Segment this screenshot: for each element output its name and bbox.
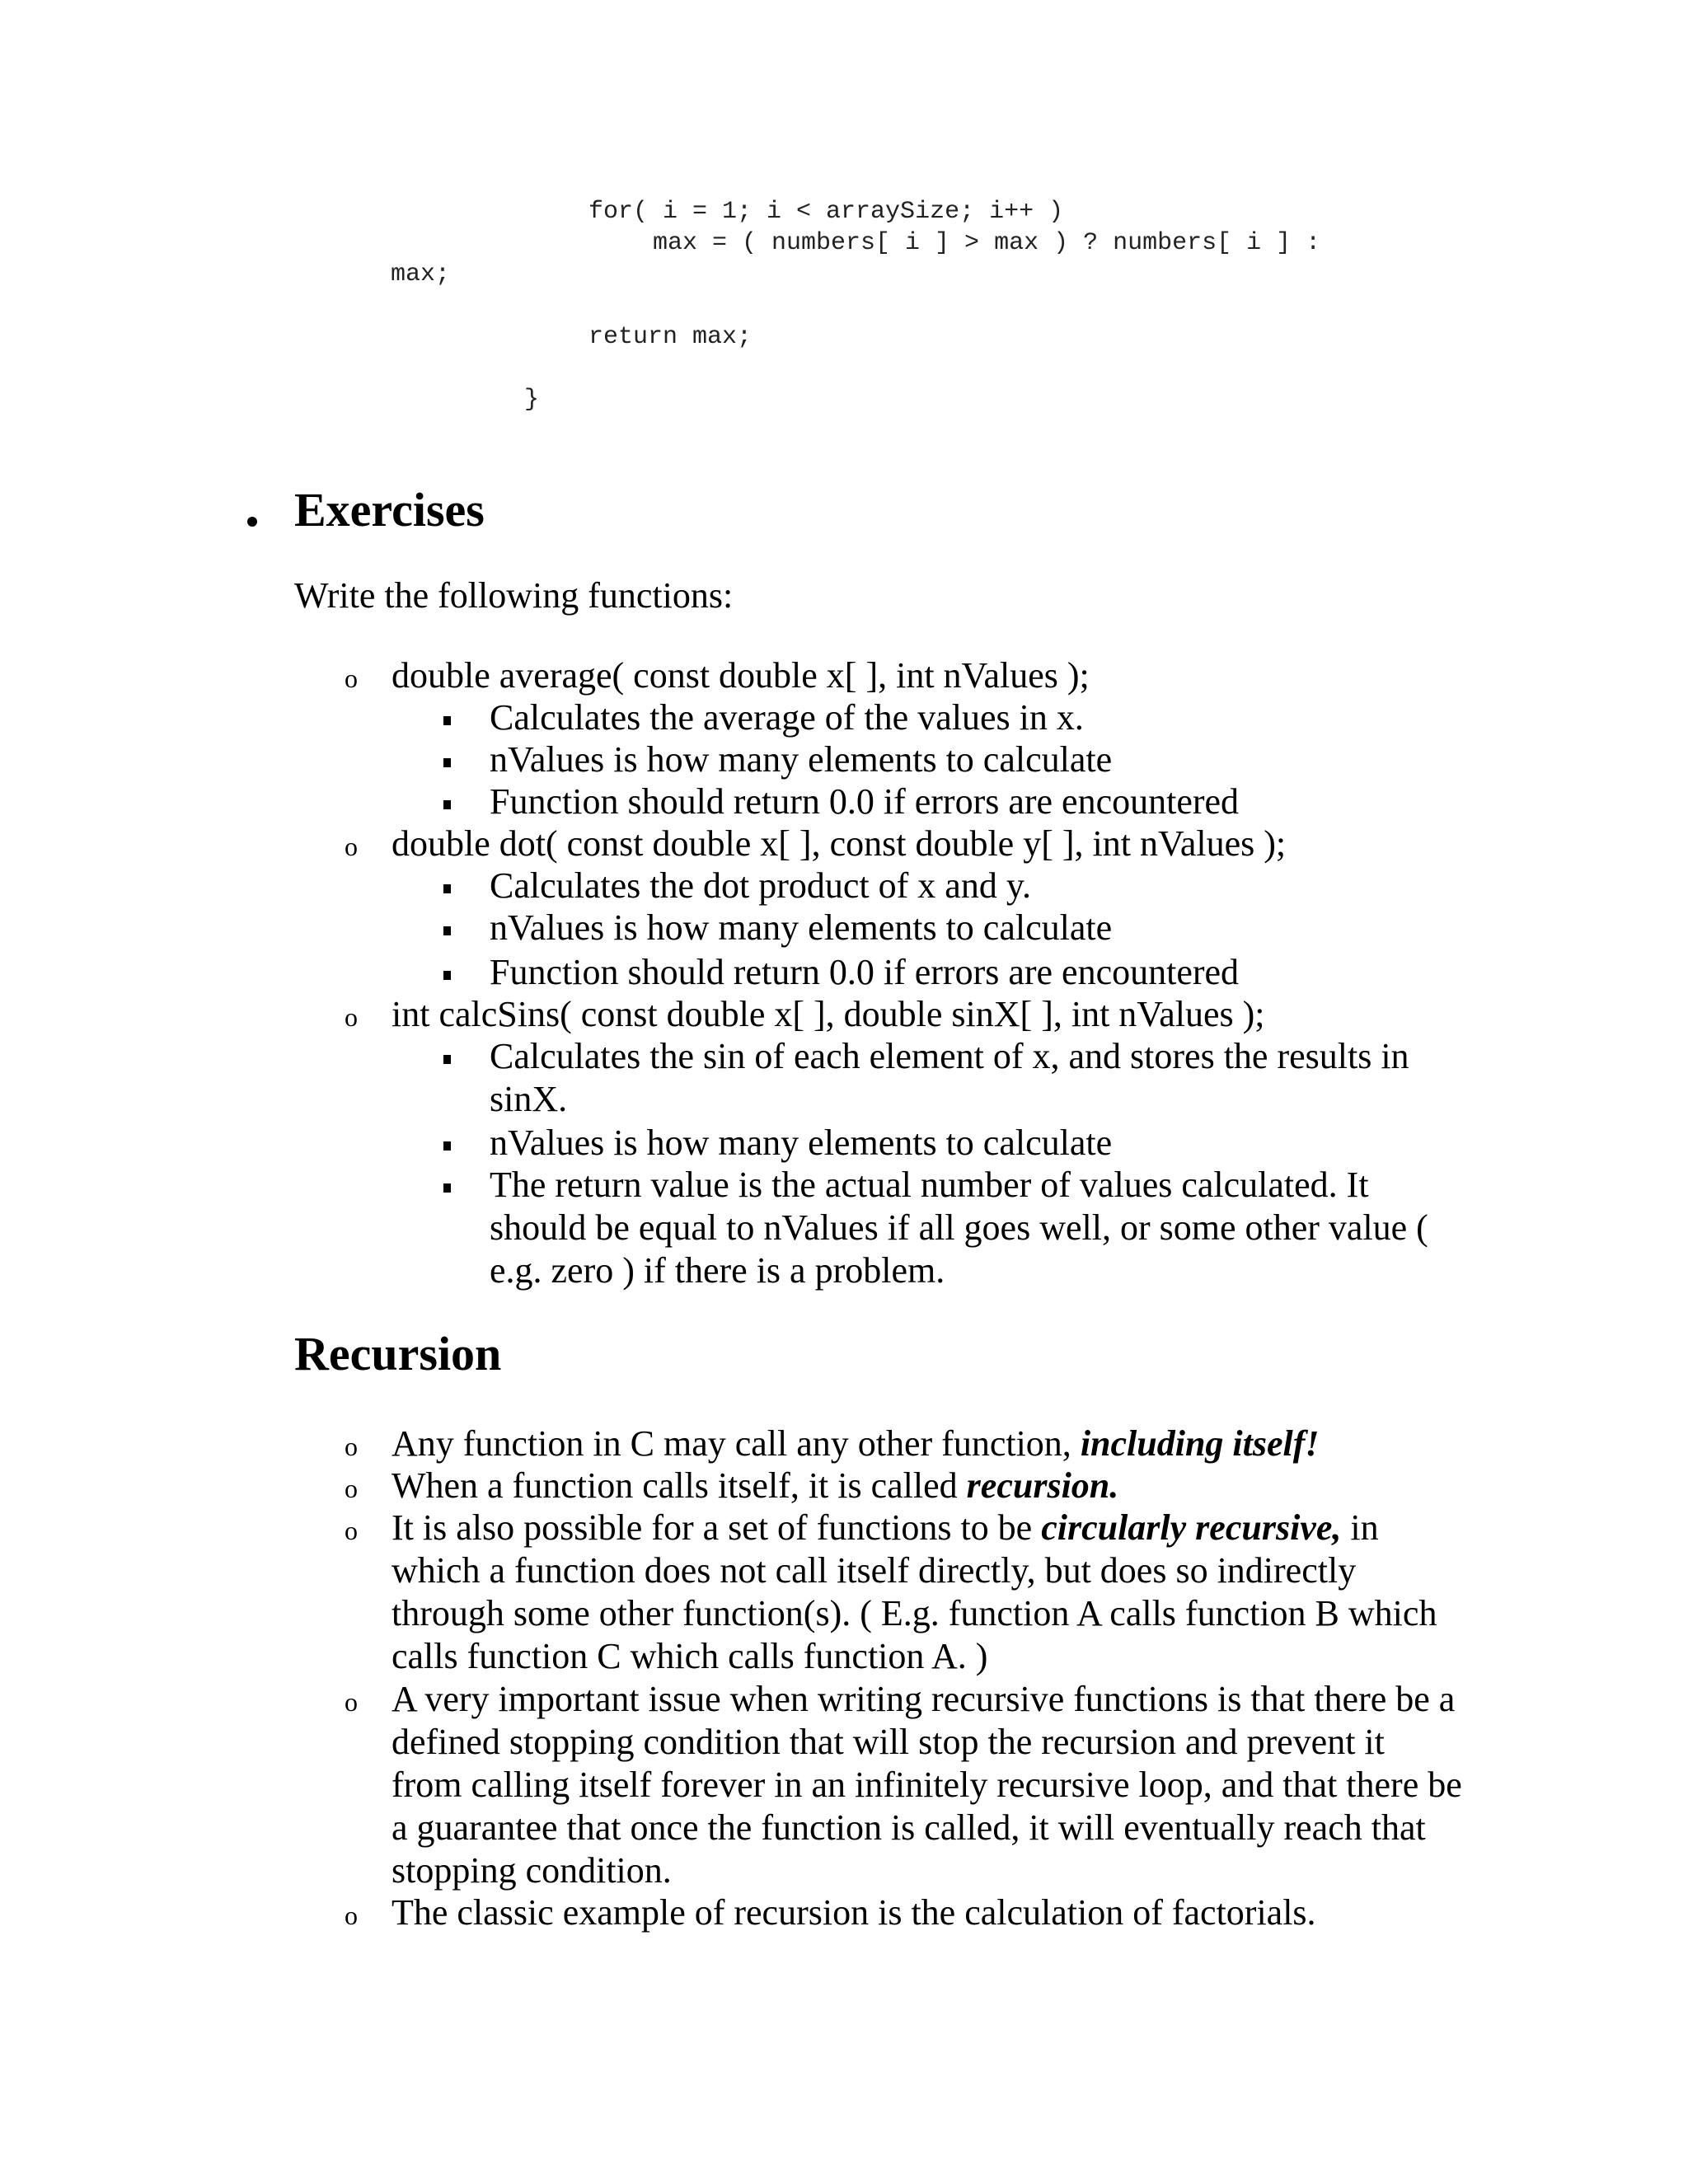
code-line-max-wrap: max; [391,260,451,288]
recursion-point-1-emphasis: including itself! [1080,1423,1320,1464]
circle-bullet-icon: o [345,1687,358,1717]
code-line-return: return max; [588,323,753,351]
recursion-point-3 [392,1507,1463,1678]
square-bullet-icon [443,926,451,935]
exercises-intro: Write the following functions: [294,575,734,616]
square-bullet-icon [443,800,451,809]
circle-bullet-icon: o [345,1516,358,1545]
square-bullet-icon [443,971,451,980]
recursion-point-3-rest: in which a function does not call itself directly, but does so indirectly through some other function(s). ( E.g. function A calls function B which calls function C which calls function A. ) [392,1507,1437,1676]
exercise-detail: Calculates the sin of each element of x, and stores the results in sinX. [490,1036,1409,1119]
code-line-for: for( i = 1; i < arraySize; i++ ) [588,198,1064,226]
circle-bullet-icon: o [345,1474,358,1503]
exercises-bullet-icon [247,517,257,527]
square-bullet-icon [443,1055,451,1064]
exercise-detail: The return value is the actual number of values calculated. It should be equal to nValues if all goes well, or some other value ( e.g. zero ) if there is a problem. [490,1165,1428,1291]
exercise-signature: int calcSins( const double x[ ], double sinX[ ], int nValues ); [392,994,1265,1034]
exercises-heading: Exercises [294,483,485,537]
exercise-detail: Function should return 0.0 if errors are encountered [490,952,1240,992]
circle-bullet-icon: o [345,663,358,693]
recursion-point-1-text: Any function in C may call any other function, [392,1423,1081,1464]
square-bullet-icon [443,884,451,893]
recursion-point-2 [392,1465,1118,1507]
exercise-detail: nValues is how many elements to calculate [490,1122,1113,1163]
square-bullet-icon [443,1183,451,1193]
code-line-max-assign: max = ( numbers[ i ] > max ) ? numbers[ i ] : [653,229,1321,257]
exercise-detail: Function should return 0.0 if errors are encountered [490,781,1240,822]
recursion-point-3-text: It is also possible for a set of functions to be [392,1507,1042,1548]
exercise-detail: Calculates the dot product of x and y. [490,865,1031,906]
square-bullet-icon [443,1141,451,1151]
exercise-signature: double dot( const double x[ ], const double y[ ], int nValues ); [392,823,1287,864]
recursion-point-5: The classic example of recursion is the calculation of factorials. [392,1892,1316,1933]
exercise-detail: nValues is how many elements to calculate [490,739,1113,780]
square-bullet-icon [443,758,451,767]
circle-bullet-icon: o [345,1432,358,1461]
circle-bullet-icon: o [345,1002,358,1032]
exercise-detail: Calculates the average of the values in x. [490,697,1084,738]
exercise-signature: double average( const double x[ ], int nValues ); [392,655,1090,696]
recursion-point-4: A very important issue when writing recursive functions is that there be a defined stopping condition that will stop the recursion and prevent it from calling itself forever in an infinitely recursive loop, and that there be a guarantee that once the function is called, it will eventually reach that stopping condition. [392,1679,1462,1891]
recursion-heading: Recursion [294,1327,502,1380]
recursion-point-3-emphasis: circularly recursive, [1041,1507,1342,1548]
exercise-detail: nValues is how many elements to calculate [490,907,1113,948]
recursion-point-2-emphasis: recursion. [966,1465,1119,1506]
circle-bullet-icon: o [345,1900,358,1930]
circle-bullet-icon: o [345,832,358,861]
recursion-point-1 [392,1422,1320,1465]
recursion-point-2-text: When a function calls itself, it is called [392,1465,967,1506]
code-line-close-brace: } [524,386,540,414]
square-bullet-icon [443,716,451,725]
